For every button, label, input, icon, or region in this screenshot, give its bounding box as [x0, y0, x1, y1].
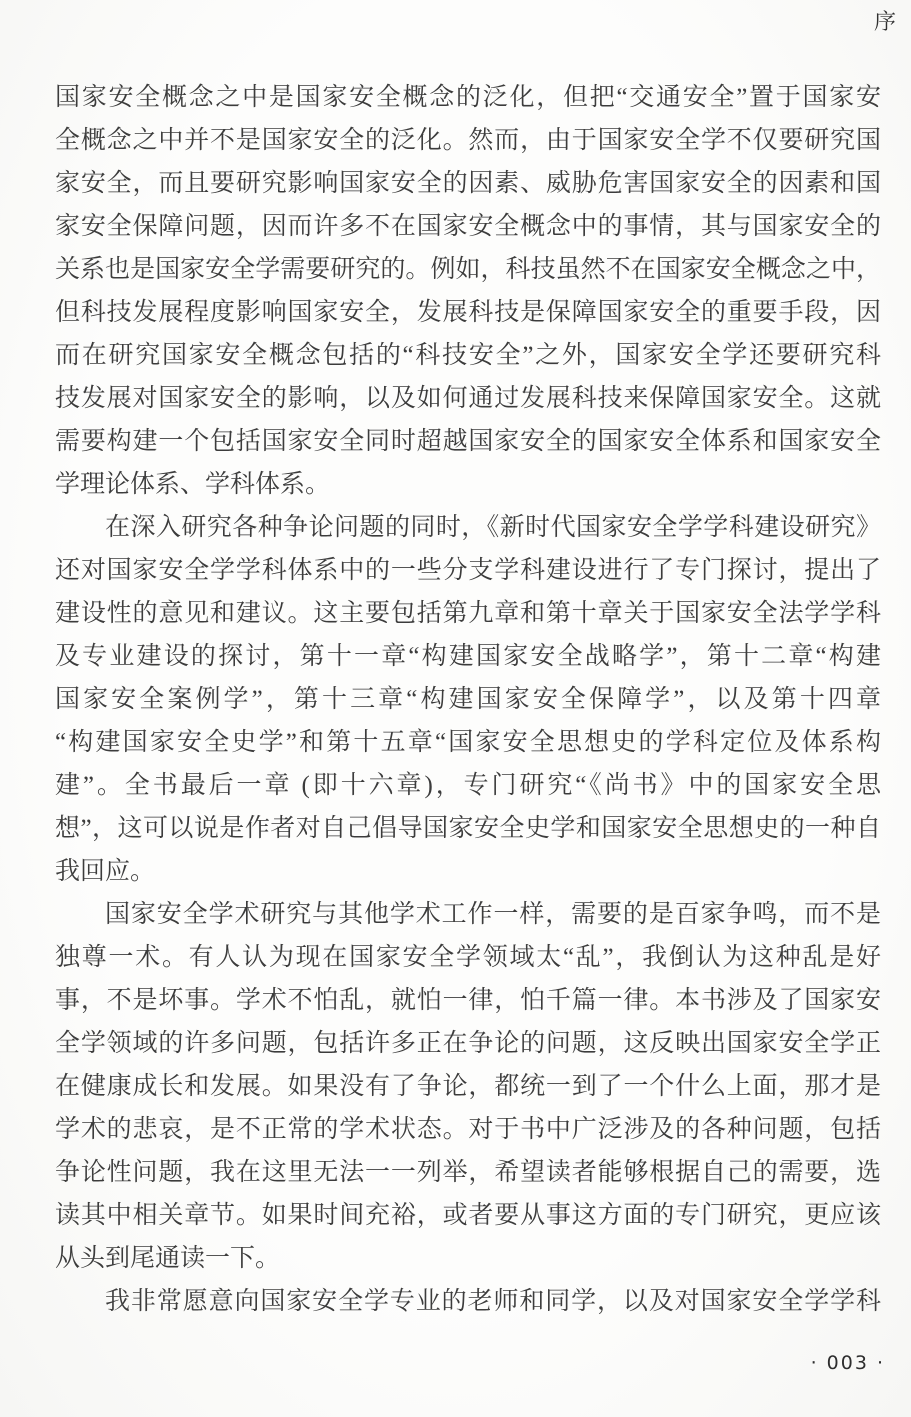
- text-line: 但科技发展程度影响国家安全，发展科技是保障国家安全的重要手段，因: [55, 299, 881, 326]
- text-line: 而在研究国家安全概念包括的“科技安全”之外，国家安全学还要研究科: [55, 342, 881, 369]
- text-line: 家安全保障问题，因而许多不在国家安全概念中的事情，其与国家安全的: [55, 213, 881, 240]
- text-line: “构建国家安全史学”和第十五章“国家安全思想史的学科定位及体系构: [55, 729, 881, 756]
- text-line: 我非常愿意向国家安全学专业的老师和同学，以及对国家安全学学科: [105, 1288, 881, 1315]
- text-line: 及专业建设的探讨，第十一章“构建国家安全战略学”，第十二章“构建: [55, 643, 881, 670]
- text-line: 建设性的意见和建议。这主要包括第九章和第十章关于国家安全法学学科: [55, 600, 881, 627]
- text-line: 国家安全学术研究与其他学术工作一样，需要的是百家争鸣，而不是: [105, 901, 881, 928]
- text-line: 我回应。: [55, 858, 156, 885]
- text-line: 学理论体系、学科体系。: [55, 471, 331, 498]
- page-body: [55, 76, 881, 1323]
- text-line: 建”。全书最后一章 (即十六章)，专门研究“《尚书》中的国家安全思: [55, 772, 881, 799]
- text-line: 事，不是坏事。学术不怕乱，就怕一律，怕千篇一律。本书涉及了国家安: [55, 987, 881, 1014]
- text-line: 全学领域的许多问题，包括许多正在争论的问题，这反映出国家安全学正: [55, 1030, 881, 1057]
- text-line: 想”，这可以说是作者对自己倡导国家安全史学和国家安全思想史的一种自: [55, 815, 881, 842]
- text-line: 争论性问题，我在这里无法一一列举，希望读者能够根据自己的需要，选: [55, 1159, 881, 1186]
- text-line: 需要构建一个包括国家安全同时超越国家安全的国家安全体系和国家安全: [55, 428, 881, 455]
- running-head: 序: [873, 9, 896, 34]
- text-line: 国家安全案例学”，第十三章“构建国家安全保障学”，以及第十四章: [55, 686, 881, 713]
- text-line: 还对国家安全学学科体系中的一些分支学科建设进行了专门探讨，提出了: [55, 557, 881, 584]
- text-line: 技发展对国家安全的影响，以及如何通过发展科技来保障国家安全。这就: [55, 385, 881, 412]
- text-line: 国家安全概念之中是国家安全概念的泛化，但把“交通安全”置于国家安: [55, 84, 881, 111]
- text-line: 学术的悲哀，是不正常的学术状态。对于书中广泛涉及的各种问题，包括: [55, 1116, 881, 1143]
- text-line: 独尊一术。有人认为现在国家安全学领域太“乱”，我倒认为这种乱是好: [55, 944, 881, 971]
- text-line: 在健康成长和发展。如果没有了争论，都统一到了一个什么上面，那才是: [55, 1073, 881, 1100]
- text-line: 读其中相关章节。如果时间充裕，或者要从事这方面的专门研究，更应该: [55, 1202, 881, 1229]
- text-line: 在深入研究各种争论问题的同时，《新时代国家安全学学科建设研究》: [105, 514, 881, 541]
- text-line: 关系也是国家安全学需要研究的。例如，科技虽然不在国家安全概念之中，: [55, 256, 881, 283]
- text-line: 家安全，而且要研究影响国家安全的因素、威胁危害国家安全的因素和国: [55, 170, 881, 197]
- text-line: 从头到尾通读一下。: [55, 1245, 281, 1272]
- text-line: 全概念之中并不是国家安全的泛化。然而，由于国家安全学不仅要研究国: [55, 127, 881, 154]
- page-number: · 003 ·: [810, 1352, 885, 1374]
